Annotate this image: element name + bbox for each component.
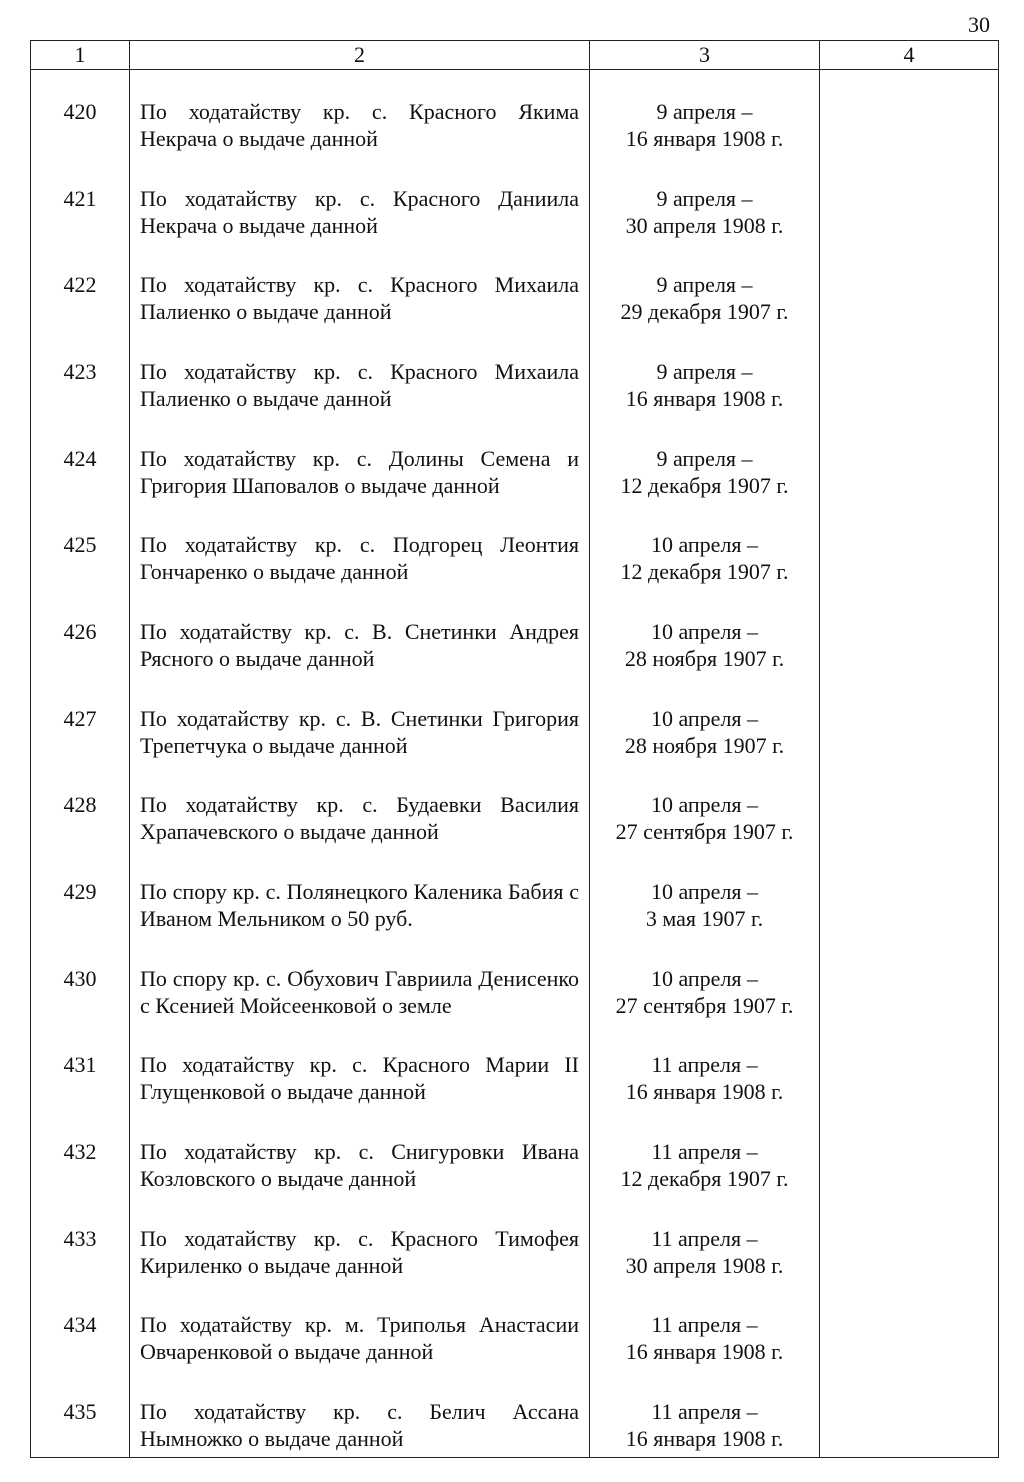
case-note [820,937,999,1024]
table-row [31,677,999,764]
case-dates [590,677,820,764]
case-note [820,1110,999,1197]
filler-cell [130,1457,590,1458]
date-start: 9 апреля – [656,185,753,211]
header-col-4: 4 [820,41,999,70]
date-end: 16 января 1908 г. [625,1426,784,1452]
date-start: 11 апреля – [651,1312,758,1338]
case-number: 425 [31,503,130,590]
case-dates [590,157,820,244]
case-number: 434 [31,1283,130,1370]
date-start: 10 апреля – [650,532,759,558]
case-number: 421 [31,157,130,244]
case-description: По спору кр. с. Полянецкого Каленика Бабия с Иваном Мельником о 50 руб. [130,850,590,937]
case-number: 430 [31,937,130,1024]
page-number: 30 [968,12,990,37]
table-row [31,70,999,157]
case-dates [590,1283,820,1370]
table-body [31,70,999,1458]
date-end: 16 января 1908 г. [625,1079,784,1105]
date-start: 11 апреля – [651,1139,758,1165]
table-row [31,243,999,330]
date-end: 16 января 1908 г. [625,1339,784,1365]
date-end: 12 декабря 1907 г. [620,559,789,585]
date-end: 16 января 1908 г. [625,126,784,151]
case-number: 429 [31,850,130,937]
table-row [31,590,999,677]
table-row [31,330,999,417]
date-end: 3 мая 1907 г. [645,906,764,932]
case-number: 420 [31,70,130,157]
case-description: По ходатайству кр. с. Красного Марии II Глущенковой о выдаче данной [130,1023,590,1110]
case-description: По ходатайству кр. с. Красного Михаила Палиенко о выдаче данной [130,243,590,330]
case-description: По ходатайству кр. с. В. Снетинки Григория Трепетчука о выдаче данной [130,677,590,764]
date-start: 9 апреля – [656,99,753,124]
case-note [820,763,999,850]
filler-cell [820,1457,999,1458]
case-dates [590,330,820,417]
case-dates [590,1023,820,1110]
date-start: 11 апреля – [651,1399,758,1425]
date-end: 12 декабря 1907 г. [620,472,789,498]
case-number: 431 [31,1023,130,1110]
filler-cell [590,1457,820,1458]
case-description: По ходатайству кр. с. Подгорец Леонтия Гончаренко о выдаче данной [130,503,590,590]
case-dates [590,937,820,1024]
date-start: 9 апреля – [656,445,753,471]
case-number: 423 [31,330,130,417]
table-filler-row [31,1457,999,1458]
case-description: По ходатайству кр. с. В. Снетинки Андрея Рясного о выдаче данной [130,590,590,677]
table-row [31,157,999,244]
register-table [30,40,999,1458]
case-note [820,157,999,244]
case-description: По ходатайству кр. м. Триполья Анастасии Овчаренковой о выдаче данной [130,1283,590,1370]
case-note [820,70,999,157]
case-description: По ходатайству кр. с. Красного Даниила Некрача о выдаче данной [130,157,590,244]
date-end: 27 сентября 1907 г. [615,819,794,845]
table-row [31,1283,999,1370]
case-note [820,417,999,504]
date-start: 11 апреля – [651,1225,758,1251]
case-dates [590,503,820,590]
case-number: 435 [31,1370,130,1457]
date-end: 28 ноября 1907 г. [624,646,785,672]
case-description: По спору кр. с. Обухович Гавриила Денисенко с Ксенией Мойсеенковой о земле [130,937,590,1024]
date-start: 11 апреля – [651,1052,758,1078]
case-dates [590,1370,820,1457]
case-dates [590,590,820,677]
table-row [31,1110,999,1197]
case-note [820,243,999,330]
table-row [31,1370,999,1457]
case-description: По ходатайству кр. с. Белич Ассана Нымножко о выдаче данной [130,1370,590,1457]
case-description: По ходатайству кр. с. Красного Тимофея Кириленко о выдаче данной [130,1197,590,1284]
case-dates [590,417,820,504]
date-start: 9 апреля – [656,359,753,385]
case-note [820,677,999,764]
case-dates [590,70,820,157]
case-description: По ходатайству кр. с. Красного Михаила Палиенко о выдаче данной [130,330,590,417]
case-note [820,1197,999,1284]
case-number: 432 [31,1110,130,1197]
date-start: 9 апреля – [656,272,753,298]
case-note [820,590,999,677]
table-row [31,503,999,590]
date-end: 30 апреля 1908 г. [625,212,784,238]
case-dates [590,850,820,937]
case-description: По ходатайству кр. с. Снигуровки Ивана Козловского о выдаче данной [130,1110,590,1197]
case-note [820,503,999,590]
date-end: 30 апреля 1908 г. [625,1252,784,1278]
date-start: 10 апреля – [650,879,759,905]
table-row [31,763,999,850]
case-number: 433 [31,1197,130,1284]
table-row [31,937,999,1024]
date-end: 16 января 1908 г. [625,386,784,412]
case-note [820,1283,999,1370]
case-note [820,1023,999,1110]
case-dates [590,1110,820,1197]
table-row [31,850,999,937]
date-end: 28 ноября 1907 г. [624,732,785,758]
header-col-2: 2 [130,41,590,70]
filler-cell [31,1457,130,1458]
case-number: 428 [31,763,130,850]
case-dates [590,763,820,850]
date-end: 27 сентября 1907 г. [615,992,794,1018]
table-row [31,1023,999,1110]
case-description: По ходатайству кр. с. Будаевки Василия Храпачевского о выдаче данной [130,763,590,850]
table-row [31,1197,999,1284]
case-number: 422 [31,243,130,330]
header-col-1: 1 [31,41,130,70]
case-note [820,850,999,937]
date-start: 10 апреля – [650,619,759,645]
date-end: 12 декабря 1907 г. [620,1166,789,1192]
header-col-3: 3 [590,41,820,70]
case-description: По ходатайству кр. с. Красного Якима Некрача о выдаче данной [130,70,590,157]
case-dates [590,243,820,330]
table-row [31,417,999,504]
date-end: 29 декабря 1907 г. [620,299,789,325]
case-number: 426 [31,590,130,677]
case-number: 424 [31,417,130,504]
case-description: По ходатайству кр. с. Долины Семена и Григория Шаповалов о выдаче данной [130,417,590,504]
header-row [31,41,999,70]
date-start: 10 апреля – [650,705,759,731]
date-start: 10 апреля – [650,792,759,818]
case-note [820,1370,999,1457]
case-number: 427 [31,677,130,764]
date-start: 10 апреля – [650,965,759,991]
case-dates [590,1197,820,1284]
case-note [820,330,999,417]
